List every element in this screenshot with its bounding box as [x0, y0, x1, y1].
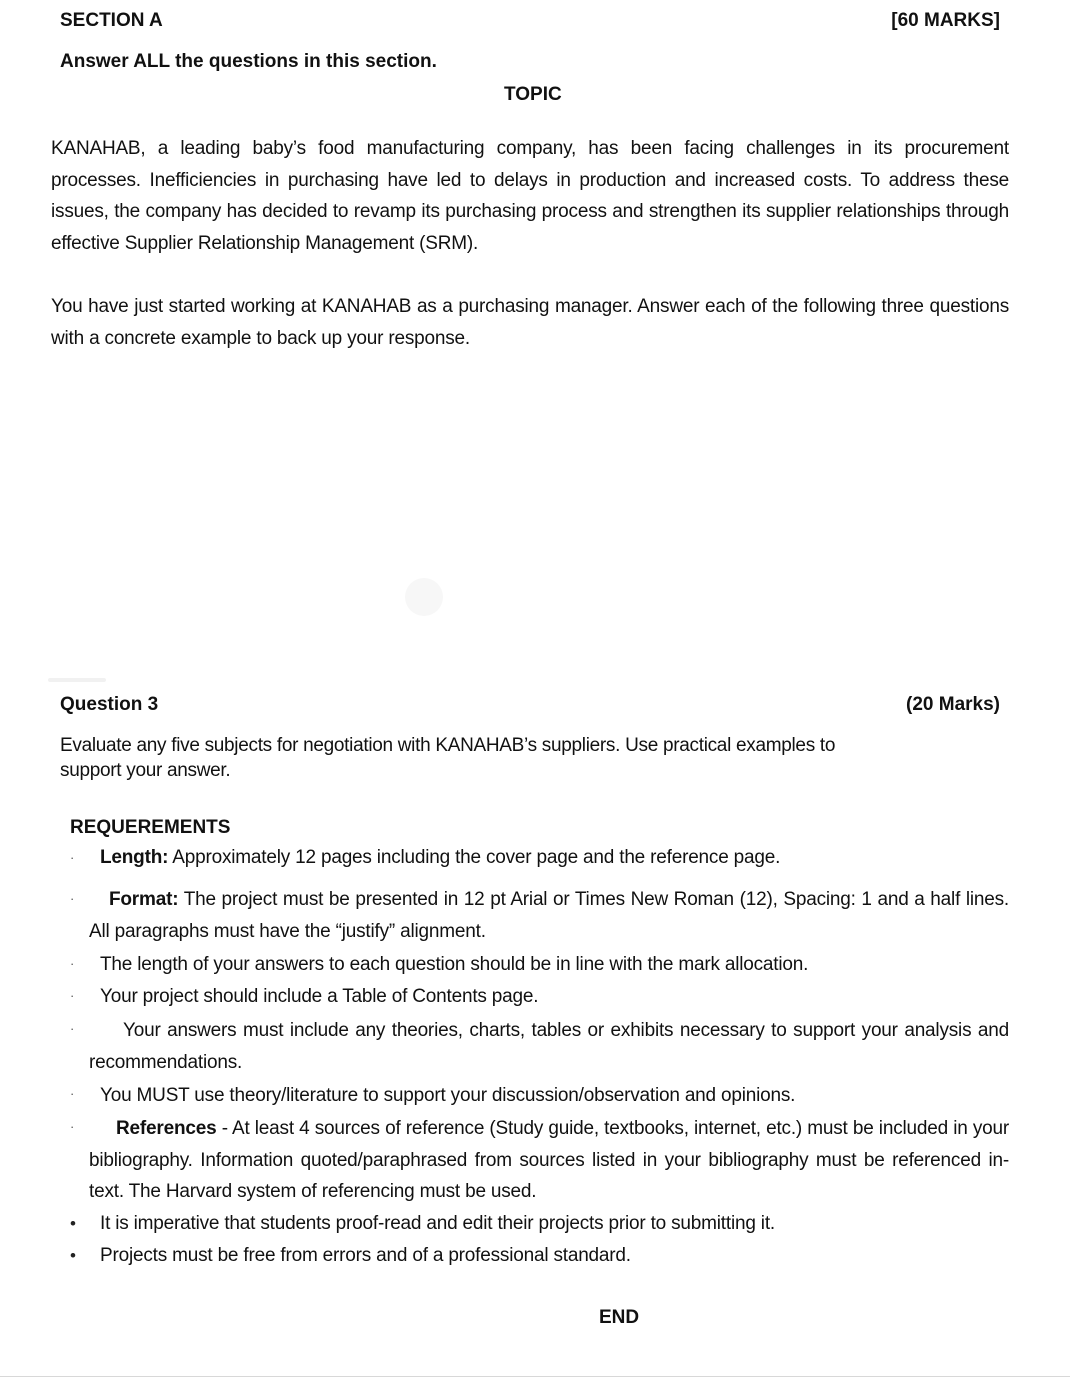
bullet-dot-icon: · — [70, 956, 75, 971]
requirement-references — [89, 1113, 1009, 1208]
requirement-proof-read: It is imperative that students proof-read and edit their projects prior to submitting it. — [100, 1213, 775, 1234]
requirement-format — [89, 884, 1009, 947]
section-title: SECTION A — [60, 10, 163, 31]
requirement-format-label: Format: — [109, 889, 179, 910]
section-marks: [60 MARKS] — [891, 10, 1000, 31]
intro-paragraph-2: You have just started working at KANAHAB as a purchasing manager. Answer each of the following three questions with a concrete example to back up your response. — [51, 296, 1009, 349]
topic-heading: TOPIC — [504, 84, 562, 105]
requirement-professional-standard: Projects must be free from errors and of a professional standard. — [100, 1245, 631, 1266]
bullet-dot-icon: • — [70, 1214, 76, 1233]
question-marks: (20 Marks) — [906, 694, 1000, 715]
intro-paragraph-1: KANAHAB, a leading baby’s food manufacturing company, has been facing challenges in its procurement processes. Inefficiencies in purchasing have led to delays in production and increased costs. To address these issues, the company has decided to revamp its purchasing process and strengthen its supplier relationships through effective Supplier Relationship Management (SRM). — [51, 138, 1009, 254]
bullet-dot-icon: · — [70, 1021, 75, 1036]
question-text-line-1: Evaluate any five subjects for negotiation with KANAHAB’s suppliers. Use practical examples to — [60, 735, 836, 756]
question-text-line-2: support your answer. — [60, 760, 231, 781]
requirement-references-text: - At least 4 sources of reference (Study guide, textbooks, internet, etc.) must be included in your bibliography. Information quoted/paraphrased from sources listed in your bibliography must be referenced in-text. The Harvard system of referencing must be used. — [89, 1118, 1009, 1202]
bullet-dot-icon: · — [70, 988, 75, 1003]
requirement-length-text: Approximately 12 pages including the cover page and the reference page. — [172, 847, 781, 868]
scan-artifact — [405, 578, 443, 616]
requirement-format-text: The project must be presented in 12 pt Arial or Times New Roman (12), Spacing: 1 and a half lines. All paragraphs must have the “justify” alignment. — [89, 889, 1009, 942]
question-title: Question 3 — [60, 694, 159, 715]
bullet-dot-icon: · — [70, 1119, 75, 1134]
bullet-dot-icon: · — [70, 850, 75, 865]
requirement-theory-literature: You MUST use theory/literature to support your discussion/observation and opinions. — [100, 1085, 796, 1106]
requirement-length-label: Length: — [100, 847, 169, 868]
bullet-dot-icon: · — [70, 891, 75, 906]
bullet-dot-icon: • — [70, 1246, 76, 1265]
section-instruction: Answer ALL the questions in this section. — [60, 51, 437, 72]
requirement-references-label: References — [116, 1118, 217, 1139]
bullet-dot-icon: · — [70, 1086, 75, 1101]
requirement-mark-allocation: The length of your answers to each question should be in line with the mark allocation. — [100, 954, 809, 975]
page-bottom-rule — [0, 1376, 1070, 1377]
scan-artifact — [48, 678, 106, 682]
requirement-length — [100, 842, 780, 874]
end-marker: END — [599, 1307, 640, 1328]
requirement-theories-charts: Your answers must include any theories, charts, tables or exhibits necessary to support your analysis and recommendations. — [89, 1020, 1009, 1073]
requirement-table-of-contents: Your project should include a Table of Contents page. — [100, 986, 539, 1007]
requirements-heading: REQUEREMENTS — [70, 817, 231, 838]
